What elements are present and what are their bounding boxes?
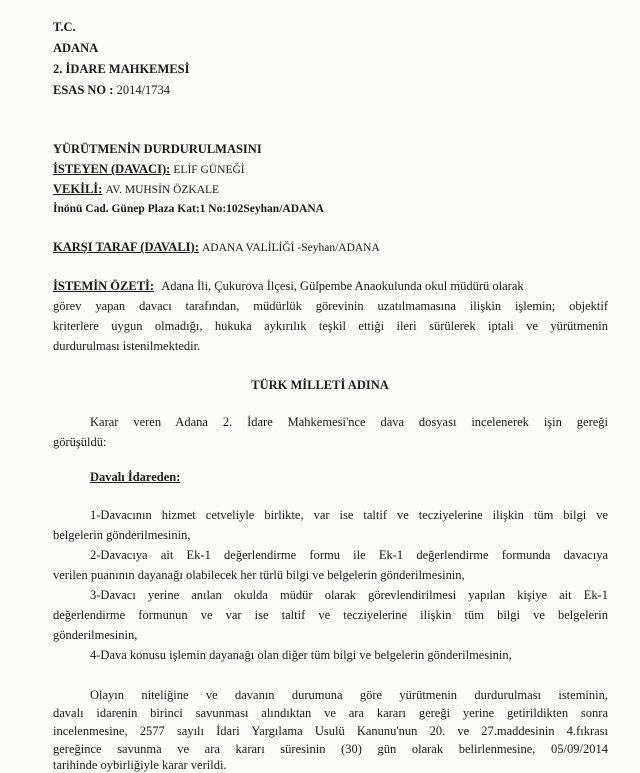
summary-line-3: durdurulması istenilmektedir. — [53, 339, 201, 353]
applicant-value: ELİF GÜNEĞİ — [173, 164, 245, 176]
item-3-line-2: gönderilmesinin, — [53, 628, 138, 642]
summary-line-1: görev yapan davacı tarafından, müdürlük görevinin uzatılmamasına ilişkin işlemin; objektif — [53, 299, 608, 313]
conclusion-line-4: tarihinde oybirliğiyle karar verildi. — [53, 758, 227, 772]
attorney-line — [53, 182, 219, 198]
conclusion-line-2: incelenmesine, 2577 sayılı İdari Yargılama Usulü Kanunu'nun 20. ve 27.maddesinin 4.fıkrası — [53, 724, 608, 738]
attorney-label: VEKİLİ: — [53, 182, 103, 196]
esas-value: 2014/1734 — [116, 83, 171, 97]
summary-first-line — [53, 279, 524, 294]
defendant-label: KARŞI TARAF (DAVALI): — [53, 240, 199, 254]
applicant-line — [53, 162, 245, 178]
item-3-line-0: 3-Davacı yerine anılan okulda müdür olarak görevlendirilmesi yapılan kişiye ait Ek-1 — [90, 588, 608, 602]
summary-line-2: kriterlere uygun olmadığı, hukuka aykırılık teşkil ettiği ileri sürülerek iptali ve yürütmenin — [53, 319, 608, 333]
header-city: ADANA — [53, 41, 99, 55]
esas-label: ESAS NO : — [53, 83, 114, 97]
intro-line-0: Karar veren Adana 2. İdare Mahkemesi'nce dava dosyası incelenerek işin gereği — [90, 415, 608, 429]
applicant-label: İSTEYEN (DAVACI): — [53, 162, 171, 176]
conclusion-line-1: davalı idarenin birinci savunması alındıktan ve ara kararı gereği yerine getirildikten sonra — [53, 706, 608, 720]
defendant-line — [53, 240, 380, 256]
intro-line-1: görüşüldü: — [53, 435, 107, 449]
item-2-line-0: 2-Davacıya ait Ek-1 değerlendirme formu ile Ek-1 değerlendirme formunda davacıya — [90, 548, 608, 562]
item-3-line-1: değerlendirme formunun ve var ise taltif ve tecziyelerine ilişkin tüm bilgi ve belgelerin — [53, 608, 608, 622]
address-line: İnönü Cad. Günep Plaza Kat:1 No:102Seyhan/ADANA — [53, 203, 324, 215]
section-heading: Davalı İdareden: — [90, 470, 181, 484]
item-1-line-1: belgelerin gönderilmesinin, — [53, 528, 191, 542]
item-4-line-0: 4-Dava konusu işlemin dayanağı olan diğer tüm bilgi ve belgelerin gönderilmesinin, — [90, 648, 512, 662]
conclusion-line-0: Olayın niteliğine ve davanın durumuna göre yürütmenin durdurulması isteminin, — [90, 688, 608, 702]
item-1-line-0: 1-Davacının hizmet cetveliyle birlikte, var ise taltif ve tecziyelerine ilişkin tüm bilgi ve — [90, 508, 608, 522]
document-title: TÜRK MİLLETİ ADINA — [251, 378, 389, 392]
summary-line-0: Adana İli, Çukurova İlçesi, Gülpembe Anaokulunda okul müdürü olarak — [161, 279, 524, 293]
conclusion-line-3: gereğince savunma ve ara kararı süresinin (30) gün olarak belirlenmesine, 05/09/2014 — [53, 742, 608, 756]
defendant-value: ADANA VALİLİĞİ -Seyhan/ADANA — [201, 242, 380, 254]
summary-label: İSTEMİN ÖZETİ: — [53, 279, 155, 293]
attorney-value: AV. MUHSİN ÖZKALE — [105, 184, 220, 196]
header-esas — [53, 83, 170, 98]
item-2-line-1: verilen puanının dayanağı olabilecek her türlü bilgi ve belgelerin gönderilmesinin, — [53, 568, 465, 582]
subject-line: YÜRÜTMENİN DURDURULMASINI — [53, 142, 262, 156]
header-court: 2. İDARE MAHKEMESİ — [53, 62, 190, 76]
header-tc: T.C. — [53, 20, 76, 34]
